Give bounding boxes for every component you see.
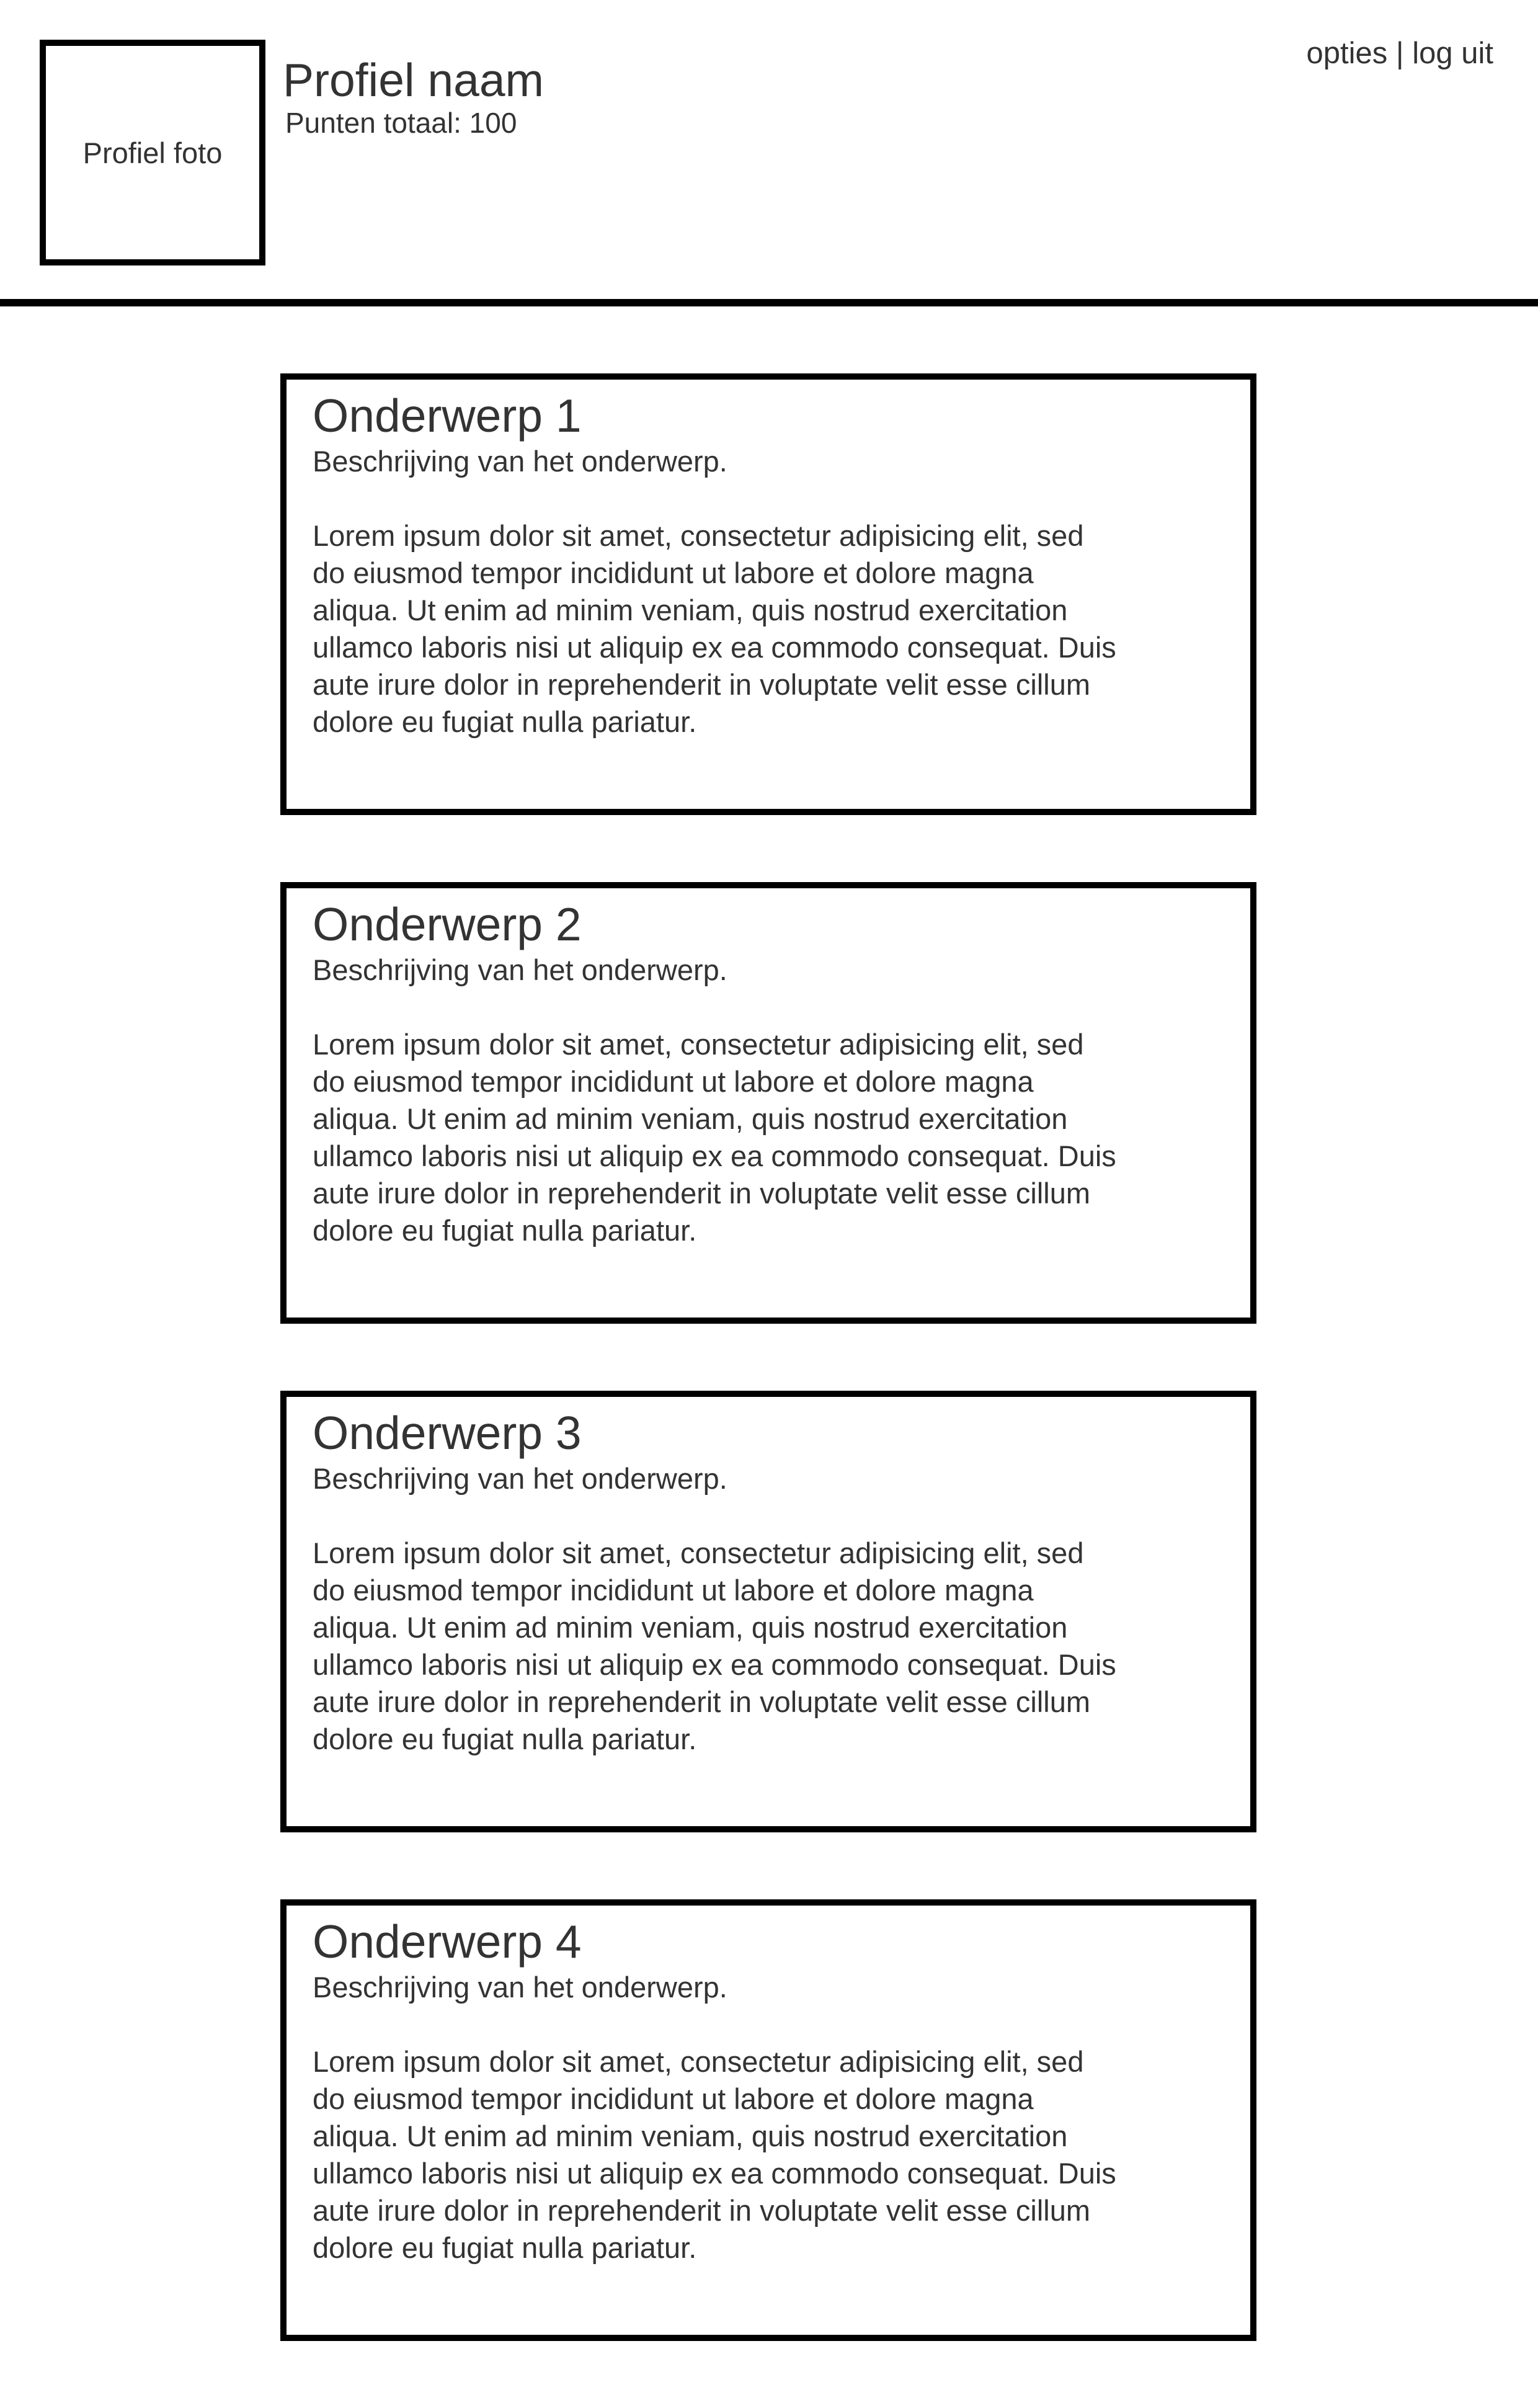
topic-description: Beschrijving van het onderwerp. xyxy=(313,445,727,478)
topic-description: Beschrijving van het onderwerp. xyxy=(313,1971,727,2004)
topic-title: Onderwerp 2 xyxy=(313,898,582,950)
topic-body: Lorem ipsum dolor sit amet, consectetur adipisicing elit, sed do eiusmod tempor incididunt ut labore et dolore magna aliqua. Ut enim ad minim veniam, quis nostrud exercitation ullamco laboris nisi ut aliquip ex ea commodo consequat. Duis aute irure dolor in reprehenderit in voluptate velit esse cillum dolore eu fugiat nulla pariatur. xyxy=(313,519,1116,738)
topic-card-2[interactable] xyxy=(280,882,1256,1324)
options-link[interactable]: opties xyxy=(1306,37,1388,70)
header-divider xyxy=(0,299,1538,306)
topic-description: Beschrijving van het onderwerp. xyxy=(313,1462,727,1495)
topic-card-1[interactable] xyxy=(280,373,1256,815)
topic-body: Lorem ipsum dolor sit amet, consectetur adipisicing elit, sed do eiusmod tempor incididunt ut labore et dolore magna aliqua. Ut enim ad minim veniam, quis nostrud exercitation ullamco laboris nisi ut aliquip ex ea commodo consequat. Duis aute irure dolor in reprehenderit in voluptate velit esse cillum dolore eu fugiat nulla pariatur. xyxy=(313,1536,1116,1755)
topic-description: Beschrijving van het onderwerp. xyxy=(313,953,727,986)
profile-name: Profiel naam xyxy=(283,54,545,106)
topic-card-3[interactable] xyxy=(280,1391,1256,1832)
points-total: Punten totaal: 100 xyxy=(285,107,517,139)
topic-body: Lorem ipsum dolor sit amet, consectetur adipisicing elit, sed do eiusmod tempor incididunt ut labore et dolore magna aliqua. Ut enim ad minim veniam, quis nostrud exercitation ullamco laboris nisi ut aliquip ex ea commodo consequat. Duis aute irure dolor in reprehenderit in voluptate velit esse cillum dolore eu fugiat nulla pariatur. xyxy=(313,2045,1116,2264)
account-links xyxy=(1306,35,1493,72)
topic-title: Onderwerp 3 xyxy=(313,1407,582,1459)
profile-photo-label: Profiel foto xyxy=(82,136,223,169)
topic-title: Onderwerp 1 xyxy=(313,390,582,442)
topic-card-4[interactable] xyxy=(280,1899,1256,2341)
logout-link[interactable]: log uit xyxy=(1412,37,1493,70)
topic-list xyxy=(280,373,1256,2408)
profile-photo[interactable] xyxy=(40,40,265,265)
link-separator: | xyxy=(1395,37,1404,70)
topic-body: Lorem ipsum dolor sit amet, consectetur adipisicing elit, sed do eiusmod tempor incididunt ut labore et dolore magna aliqua. Ut enim ad minim veniam, quis nostrud exercitation ullamco laboris nisi ut aliquip ex ea commodo consequat. Duis aute irure dolor in reprehenderit in voluptate velit esse cillum dolore eu fugiat nulla pariatur. xyxy=(313,1028,1116,1247)
topic-title: Onderwerp 4 xyxy=(313,1915,582,1968)
